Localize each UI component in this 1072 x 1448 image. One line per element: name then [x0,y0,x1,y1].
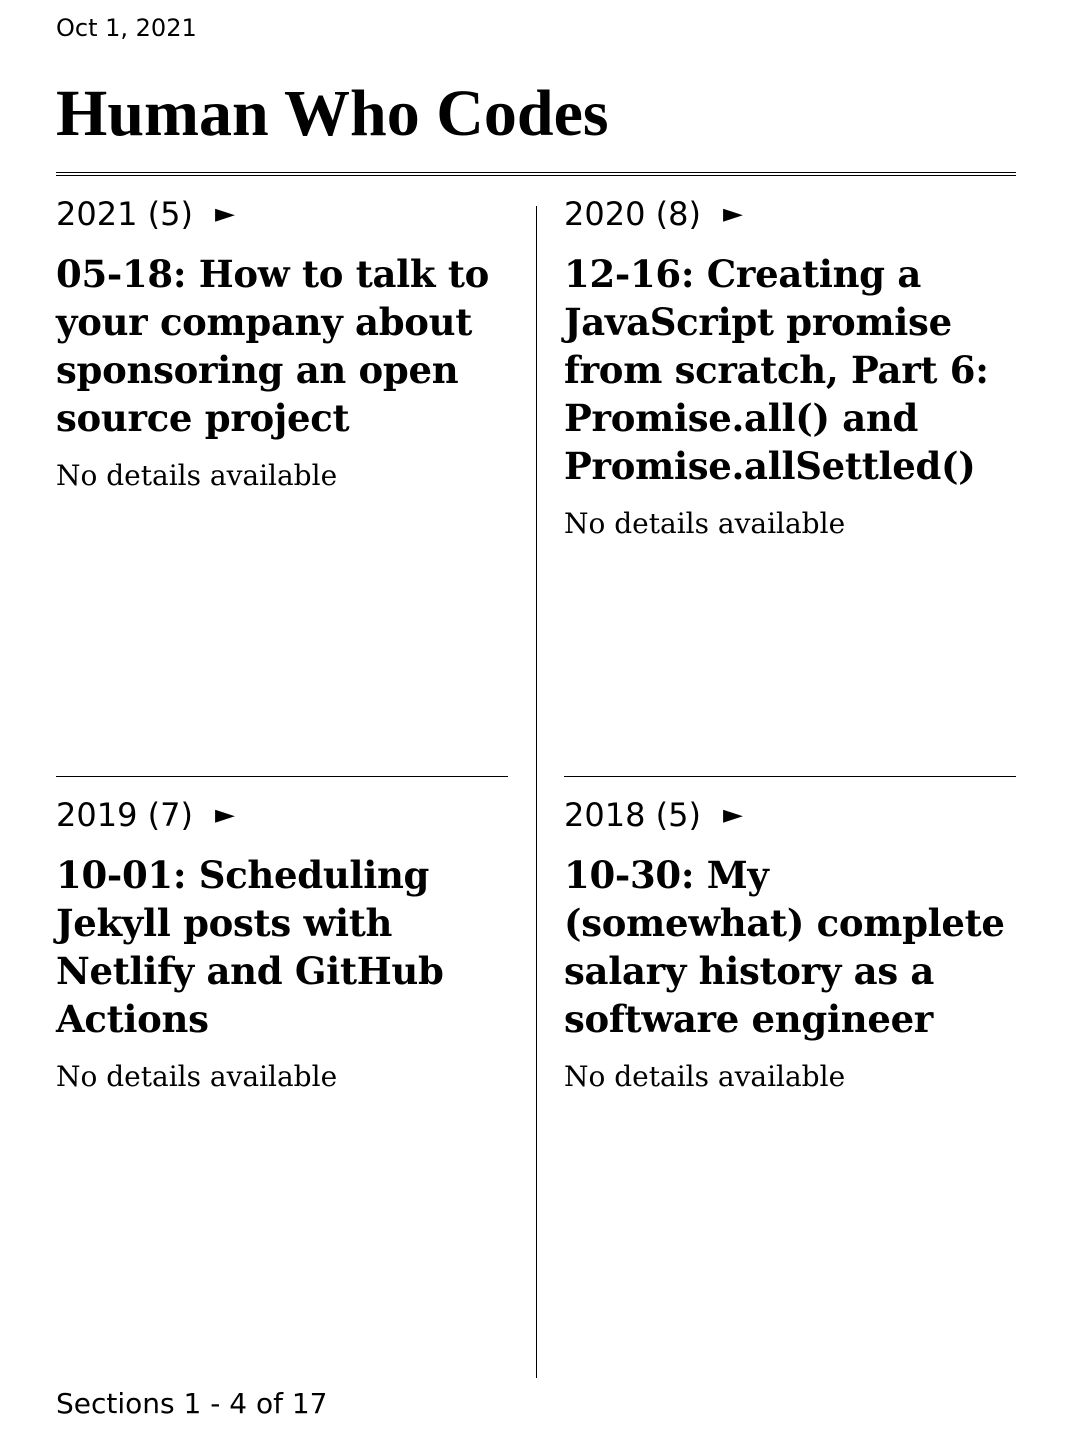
expand-arrow-icon[interactable]: ► [214,199,235,229]
section-header-2020[interactable] [564,194,1016,234]
article-description: No details available [56,459,338,492]
title-divider-top [56,172,1016,173]
expand-arrow-icon[interactable]: ► [722,800,743,830]
expand-arrow-icon[interactable]: ► [214,800,235,830]
title-divider-bottom [56,175,1016,176]
article-description: No details available [56,1060,338,1093]
section-2020 [564,194,1016,542]
section-2021 [56,194,508,494]
article-description: No details available [564,507,846,540]
section-header-2018[interactable] [564,795,1016,835]
article-title-link[interactable]: 12-16: Creating a JavaScript promise from scratch, Part 6: Promise.all() and Promise.allSettled() [564,252,989,488]
section-year-label: 2021 (5) [56,195,193,233]
article-description: No details available [564,1060,846,1093]
article-title-link[interactable]: 05-18: How to talk to your company about sponsoring an open source project [56,252,490,440]
section-year-label: 2019 (7) [56,796,193,834]
section-header-2019[interactable] [56,795,508,835]
section-header-2021[interactable] [56,194,508,234]
article-title-link[interactable]: 10-30: My (somewhat) complete salary history as a software engineer [564,853,1005,1041]
expand-arrow-icon[interactable]: ► [722,199,743,229]
article-title-link[interactable]: 10-01: Scheduling Jekyll posts with Netlify and GitHub Actions [56,853,444,1041]
column-divider [536,206,537,1378]
page-title: Human Who Codes [56,77,609,150]
section-year-label: 2020 (8) [564,195,701,233]
row-divider-left [56,776,508,777]
publication-date: Oct 1, 2021 [56,14,197,42]
section-2018 [564,795,1016,1095]
section-year-label: 2018 (5) [564,796,701,834]
row-divider-right [564,776,1016,777]
pagination-status: Sections 1 - 4 of 17 [56,1387,328,1420]
section-2019 [56,795,508,1095]
